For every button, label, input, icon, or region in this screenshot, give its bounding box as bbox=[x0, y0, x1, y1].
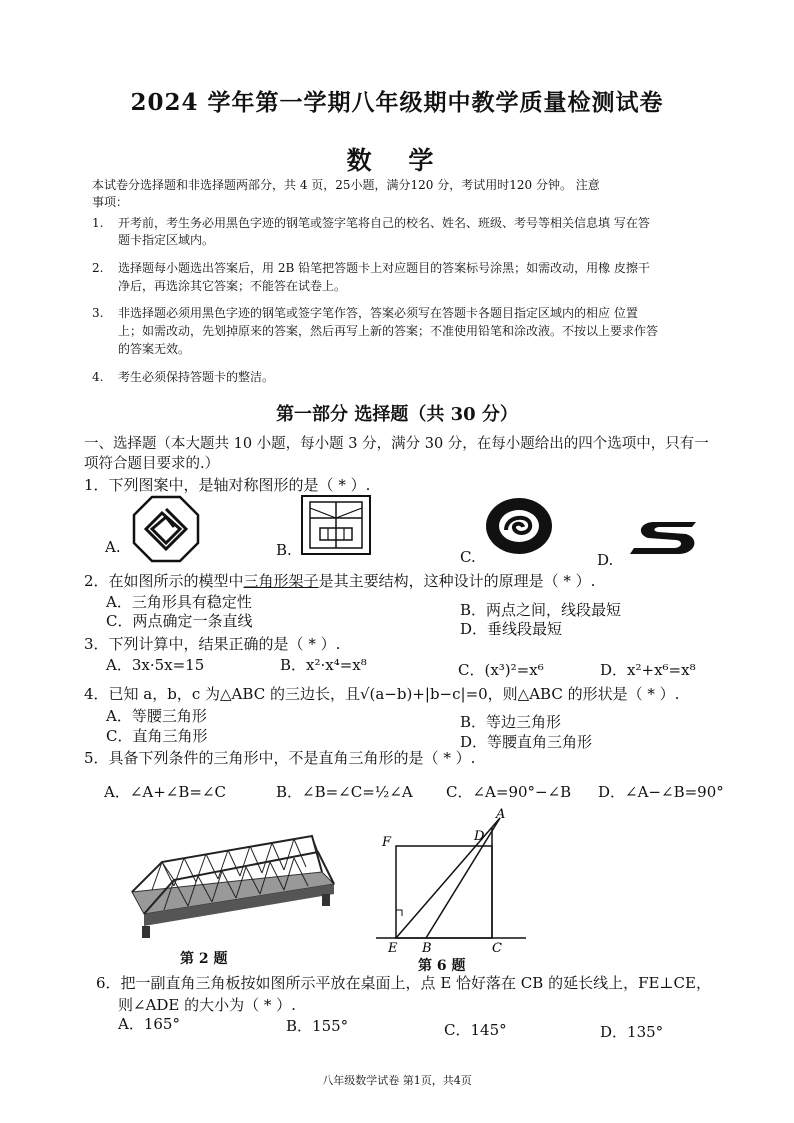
q2-stem-part-b: 是其主要结构，这种设计的原理是（ * ）. bbox=[318, 572, 596, 590]
part1-heading: 第一部分 选择题（共 30 分） bbox=[276, 404, 518, 425]
point-d-label: D bbox=[474, 829, 485, 844]
q2-option-a: A．三角形具有稳定性 bbox=[106, 593, 252, 611]
note-3-line-3: 的答案无效。 bbox=[118, 342, 191, 356]
q5-option-d: D．∠A−∠B=90° bbox=[598, 783, 724, 801]
q6-stem-line-2: 则∠ADE 的大小为（ * ）. bbox=[118, 996, 296, 1014]
q6-option-b: B．155° bbox=[286, 1017, 349, 1035]
q2-stem-underlined: 三角形架子 bbox=[243, 572, 319, 590]
point-b-label: B bbox=[422, 941, 432, 956]
q1-option-b-label: B. bbox=[276, 541, 292, 559]
q5-option-a: A．∠A+∠B=∠C bbox=[104, 783, 227, 801]
q3-option-c: C．(x³)²=x⁶ bbox=[458, 661, 544, 679]
q3-option-b: B．x²·x⁴=x⁸ bbox=[280, 656, 367, 674]
q4-stem: 4．已知 a，b，c 为△ABC 的三边长，且√(a−b)+|b−c|=0，则△ABC 的形状是（ * ）. bbox=[84, 685, 680, 703]
q2-stem-part-a: 2．在如图所示的模型中 bbox=[84, 572, 244, 590]
note-4-num: 4. bbox=[92, 370, 104, 384]
intro-line-2: 事项： bbox=[92, 195, 129, 209]
note-4-line-1: 考生必须保持答题卡的整洁。 bbox=[118, 370, 275, 384]
q4-option-d: D．等腰直角三角形 bbox=[460, 733, 593, 751]
figure-2-caption: 第 2 题 bbox=[180, 951, 228, 967]
q5-option-c: C．∠A=90°−∠B bbox=[446, 783, 572, 801]
q4-option-c: C．直角三角形 bbox=[106, 727, 208, 745]
figure-6-caption: 第 6 题 bbox=[418, 958, 466, 974]
q3-option-d: D．x²+x⁶=x⁸ bbox=[600, 661, 696, 679]
note-1-line-1: 开考前，考生务必用黑色字迹的钢笔或签字笔将自己的校名、姓名、班级、考号等相关信息填 写在答 bbox=[118, 216, 650, 230]
part1-instructions-1: 一、选择题（本大题共 10 小题，每小题 3 分，满分 30 分，在每小题给出的四个选项中，只有一 bbox=[84, 436, 709, 452]
note-2-num: 2. bbox=[92, 261, 104, 275]
q6-option-c: C．145° bbox=[444, 1021, 507, 1039]
note-1-num: 1. bbox=[92, 216, 104, 230]
q6-stem-line-1: 6．把一副直角三角板按如图所示平放在桌面上，点 E 恰好落在 CB 的延长线上，FE⊥CE， bbox=[96, 974, 711, 992]
exam-title: 2024 学年第一学期八年级期中教学质量检测试卷 bbox=[130, 89, 664, 116]
q6-option-d: D．135° bbox=[600, 1023, 664, 1041]
note-2-line-2: 净后，再选涂其它答案；不能答在试卷上。 bbox=[118, 279, 347, 293]
subject-title: 数 学 bbox=[346, 146, 448, 175]
intro-line-1: 本试卷分选择题和非选择题两部分，共 4 页，25小题，满分120 分，考试用时120 分钟。 注意 bbox=[92, 178, 600, 192]
q1-option-a-figure bbox=[132, 495, 200, 563]
point-f-label: F bbox=[382, 835, 392, 850]
q2-option-b: B．两点之间，线段最短 bbox=[460, 601, 622, 619]
q1-option-b-figure bbox=[300, 494, 372, 556]
q4-option-b: B．等边三角形 bbox=[460, 713, 562, 731]
truss-bridge-figure bbox=[122, 822, 342, 942]
note-3-num: 3. bbox=[92, 306, 104, 320]
q2-stem bbox=[84, 570, 595, 591]
q1-stem: 1．下列图案中，是轴对称图形的是（ * ）. bbox=[84, 476, 371, 494]
set-squares-figure bbox=[376, 806, 526, 956]
q1-option-d-figure bbox=[626, 518, 706, 558]
note-1-line-2: 题卡指定区域内。 bbox=[118, 233, 215, 247]
q5-stem: 5．具备下列条件的三角形中，不是直角三角形的是（ * ）. bbox=[84, 749, 476, 767]
point-a-label: A bbox=[496, 807, 506, 822]
q6-option-a: A．165° bbox=[118, 1015, 180, 1033]
part1-instructions-2: 项符合题目要求的.） bbox=[84, 456, 220, 472]
note-3-line-1: 非选择题必须用黑色字迹的钢笔或签字笔作答，答案必须写在答题卡各题目指定区域内的相应 位置 bbox=[118, 306, 638, 320]
note-2-line-1: 选择题每小题选出答案后，用 2B 铅笔把答题卡上对应题目的答案标号涂黑；如需改动，用橡 皮擦干 bbox=[118, 261, 650, 275]
page-footer: 八年级数学试卷 第1页，共4页 bbox=[322, 1074, 472, 1087]
point-e-label: E bbox=[388, 941, 398, 956]
q4-option-a: A．等腰三角形 bbox=[106, 707, 207, 725]
q1-option-a-label: A. bbox=[105, 538, 121, 556]
note-3-line-2: 上；如需改动，先划掉原来的答案，然后再写上新的答案；不准使用铅笔和涂改液。不按以上要求作答 bbox=[118, 324, 659, 338]
q3-stem: 3．下列计算中，结果正确的是（ * ）. bbox=[84, 635, 341, 653]
q1-option-d-label: D. bbox=[597, 551, 614, 569]
q2-option-c: C．两点确定一条直线 bbox=[106, 612, 253, 630]
q2-option-d: D．垂线段最短 bbox=[460, 620, 563, 638]
point-c-label: C bbox=[492, 941, 502, 956]
q1-option-c-label: C. bbox=[460, 548, 476, 566]
q3-option-a: A．3x·5x=15 bbox=[106, 656, 205, 674]
q5-option-b: B．∠B=∠C=½∠A bbox=[276, 783, 413, 801]
q1-option-c-figure bbox=[484, 496, 554, 556]
